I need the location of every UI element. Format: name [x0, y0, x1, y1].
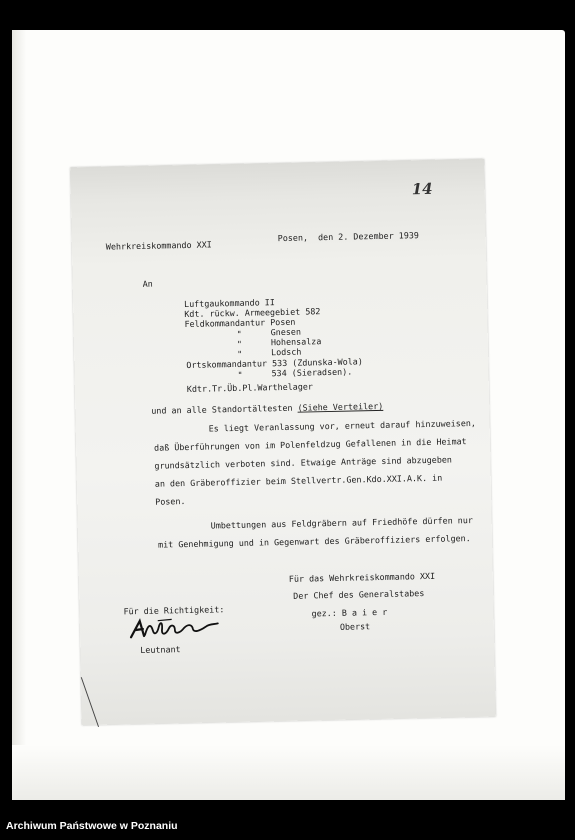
- paragraph-1-line-2: daß Überführungen von im Polenfeldzug Gefallenen in die Heimat: [153, 436, 467, 453]
- recipient-3: Feldkommandantur Posen: [184, 316, 296, 330]
- closing-signed: gez.: B a i e r: [311, 606, 388, 619]
- page-number: 14: [411, 179, 433, 199]
- recipient-8: 534 (Sieradsen).: [271, 366, 353, 379]
- recipient-7: Ortskommandantur 533 (Zdunska-Wola): [186, 356, 363, 371]
- paragraph-2-line-1: Umbettungen aus Feldgräbern auf Friedhöfe dürfen nur: [210, 515, 473, 531]
- closing-line-1: Für das Wehrkreiskommando XXI: [288, 570, 436, 584]
- recipient-6: Lodsch: [271, 346, 302, 358]
- sender: Wehrkreiskommando XXI: [105, 239, 212, 252]
- certification-label: Für die Richtigkeit:: [123, 604, 225, 617]
- paragraph-2-line-2: mit Genehmigung und in Gegenwart des Gräberoffiziers erfolgen.: [158, 533, 471, 550]
- place-date: Posen, den 2. Dezember 1939: [277, 230, 419, 244]
- recipient-4: Gnesen: [270, 326, 302, 338]
- closing-line-2: Der Chef des Generalstabes: [293, 588, 425, 601]
- archive-name: Archiwum Państwowe w Poznaniu: [6, 820, 178, 832]
- and-all-line: und an alle Standortältesten (Siehe Verteiler): [151, 400, 384, 416]
- closing-rank: Oberst: [339, 621, 371, 632]
- paragraph-1-line-5: Posen.: [155, 496, 186, 507]
- ditto-mark: ": [236, 338, 243, 349]
- frame-edge-shadow: [12, 30, 26, 800]
- recipient-9: Kdtr.Tr.Üb.Pl.Warthelager: [186, 381, 314, 395]
- paper-crease: [81, 677, 121, 727]
- paragraph-1-line-3: grundsätzlich verboten sind. Etwaige Anträge sind abzugeben: [154, 454, 453, 471]
- recipient-5: Hohensalza: [270, 336, 322, 348]
- document-sheet: [70, 159, 496, 726]
- ditto-mark: ": [237, 369, 243, 380]
- certification-rank: Leutnant: [140, 644, 181, 656]
- paragraph-1-line-4: an den Gräberoffizier beim Stellvertr.Gen.Kdo.XXI.A.K. in: [154, 472, 443, 489]
- to-label: An: [142, 278, 153, 289]
- handwritten-signature: [128, 615, 220, 641]
- ditto-mark: ": [237, 348, 243, 359]
- distribution-note: (Siehe Verteiler): [297, 400, 384, 413]
- archive-footer: [0, 812, 575, 840]
- frame-bottom-shadow: [12, 745, 565, 800]
- recipient-2: Kdt. rückw. Armeegebiet 582: [184, 306, 321, 320]
- ditto-mark: ": [236, 328, 242, 339]
- paragraph-1-line-1: Es liegt Veranlassung vor, erneut darauf hinzuweisen,: [208, 417, 476, 434]
- recipient-1: Luftgaukommando II: [183, 297, 275, 310]
